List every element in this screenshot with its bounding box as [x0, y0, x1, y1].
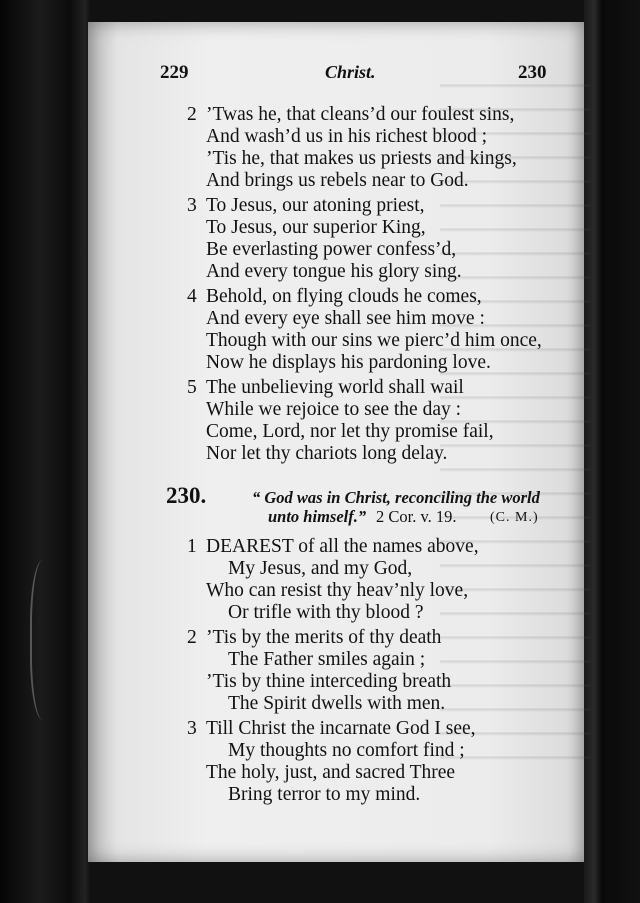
verse-line: And every tongue his glory sing. [206, 261, 462, 282]
verse-line: And every eye shall see him move : [206, 308, 485, 329]
verse-number: 1 [187, 536, 197, 557]
verse-line: To Jesus, our superior King, [206, 217, 426, 238]
running-title: Christ. [325, 62, 376, 82]
verse-line: Be everlasting power confess’d, [206, 239, 457, 260]
hymn-epigraph: “ God was in Christ, reconciling the world [252, 488, 540, 507]
verse-line: The Spirit dwells with men. [228, 693, 446, 714]
verse-line: Though with our sins we pierc’d him once, [206, 330, 542, 351]
verse-number: 2 [187, 104, 197, 125]
verse-line: DEAREST of all the names above, [206, 536, 479, 557]
book-gutter [584, 0, 640, 903]
verse-line: My Jesus, and my God, [228, 558, 413, 579]
page-number-left: 229 [160, 62, 189, 83]
verse-line: And wash’d us in his richest blood ; [206, 126, 488, 147]
verse-line: Come, Lord, nor let thy promise fail, [206, 421, 494, 442]
verse-line: ’Tis he, that makes us priests and kings, [206, 148, 517, 169]
hymn-epigraph: unto himself.” [268, 507, 367, 526]
verse-line: Or trifle with thy blood ? [228, 602, 424, 623]
verse-line: Behold, on flying clouds he comes, [206, 286, 482, 307]
hymn-number: 230. [166, 483, 207, 508]
verse-line: Till Christ the incarnate God I see, [206, 718, 476, 739]
verse-line: While we rejoice to see the day : [206, 399, 462, 420]
verse-number: 3 [187, 195, 197, 216]
verse-line: ’Tis by the merits of thy death [206, 627, 442, 648]
page-number-right: 230 [518, 62, 547, 83]
verse-line: Now he displays his pardoning love. [206, 352, 491, 373]
verse-line: ’Twas he, that cleans’d our foulest sins, [206, 104, 515, 125]
scripture-reference: 2 Cor. v. 19. [376, 507, 457, 526]
verse-line: The holy, just, and sacred Three [206, 762, 456, 783]
verse-line: The unbelieving world shall wail [206, 377, 464, 398]
verse-line: Bring terror to my mind. [228, 784, 421, 805]
verse-line: To Jesus, our atoning priest, [206, 195, 425, 216]
verse-number: 2 [187, 627, 197, 648]
verse-line: Who can resist thy heav’nly love, [206, 580, 469, 601]
verse-line: And brings us rebels near to God. [206, 170, 469, 191]
verse-number: 3 [187, 718, 197, 739]
verse-line: My thoughts no comfort find ; [228, 740, 465, 761]
verse-line: ’Tis by thine interceding breath [206, 671, 452, 692]
hymn-meter: (C. M.) [490, 510, 539, 525]
verse-number: 4 [187, 286, 197, 307]
verse-number: 5 [187, 377, 197, 398]
verse-line: Nor let thy chariots long delay. [206, 443, 448, 464]
verse-line: The Father smiles again ; [228, 649, 426, 670]
scan-artifact [30, 560, 62, 720]
